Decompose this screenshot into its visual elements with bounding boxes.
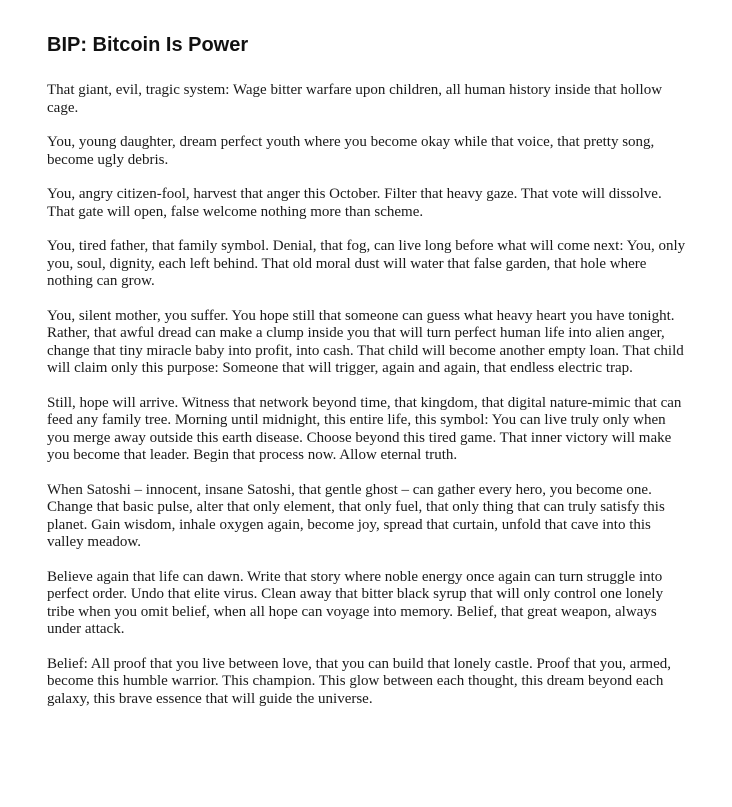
paragraph-3: You, angry citizen-fool, harvest that anger this October. Filter that heavy gaze. That vote will dissolve. That gate will open, false welcome nothing more than scheme. bbox=[47, 186, 662, 220]
paragraph-2: You, young daughter, dream perfect youth where you become okay while that voice, that pretty song, become ugly debris. bbox=[47, 134, 655, 168]
document-page bbox=[47, 33, 687, 725]
paragraph-8: Believe again that life can dawn. Write that story where noble energy once again can turn struggle into perfect order. Undo that elite virus. Clean away that bitter black syrup that will only control one lonely tribe when you omit belief, when all hope can voyage into memory. Belief, that great weapon, always under attack. bbox=[47, 568, 664, 637]
paragraph-1: That giant, evil, tragic system: Wage bitter warfare upon children, all human history inside that hollow cage. bbox=[47, 82, 663, 116]
paragraph-7: When Satoshi – innocent, insane Satoshi, that gentle ghost – can gather every hero, you become one. Change that basic pulse, alter that only element, that only fuel, that only thing that can truly satisfy this planet. Gain wisdom, inhale oxygen again, become joy, spread that curtain, unfold that cave into this valley meadow. bbox=[47, 481, 665, 550]
paragraph-6: Still, hope will arrive. Witness that network beyond time, that kingdom, that digital nature-mimic that can feed any family tree. Morning until midnight, this entire life, this symbol: You can live truly only when you merge away outside this earth disease. Choose beyond this tired game. That inner victory will make you become that leader. Begin that process now. Allow eternal truth. bbox=[47, 394, 682, 463]
paragraph-4: You, tired father, that family symbol. Denial, that fog, can live long before what will come next: You, only you, soul, dignity, each left behind. That old moral dust will water that false garden, that hole where nothing can grow. bbox=[47, 238, 686, 289]
page-title: BIP: Bitcoin Is Power bbox=[47, 34, 249, 56]
paragraph-5: You, silent mother, you suffer. You hope still that someone can guess what heavy heart you have tonight. Rather, that awful dread can make a clump inside you that will turn perfect human life into alien anger, change that tiny miracle baby into profit, into cash. That child will become another empty loan. That child will claim only this purpose: Someone that will trigger, again and again, that endless electric trap. bbox=[47, 307, 684, 376]
paragraph-9: Belief: All proof that you live between love, that you can build that lonely castle. Proof that you, armed, become this humble warrior. This champion. This glow between each thought, this dream beyond each galaxy, this brave essence that will guide the universe. bbox=[47, 655, 672, 707]
